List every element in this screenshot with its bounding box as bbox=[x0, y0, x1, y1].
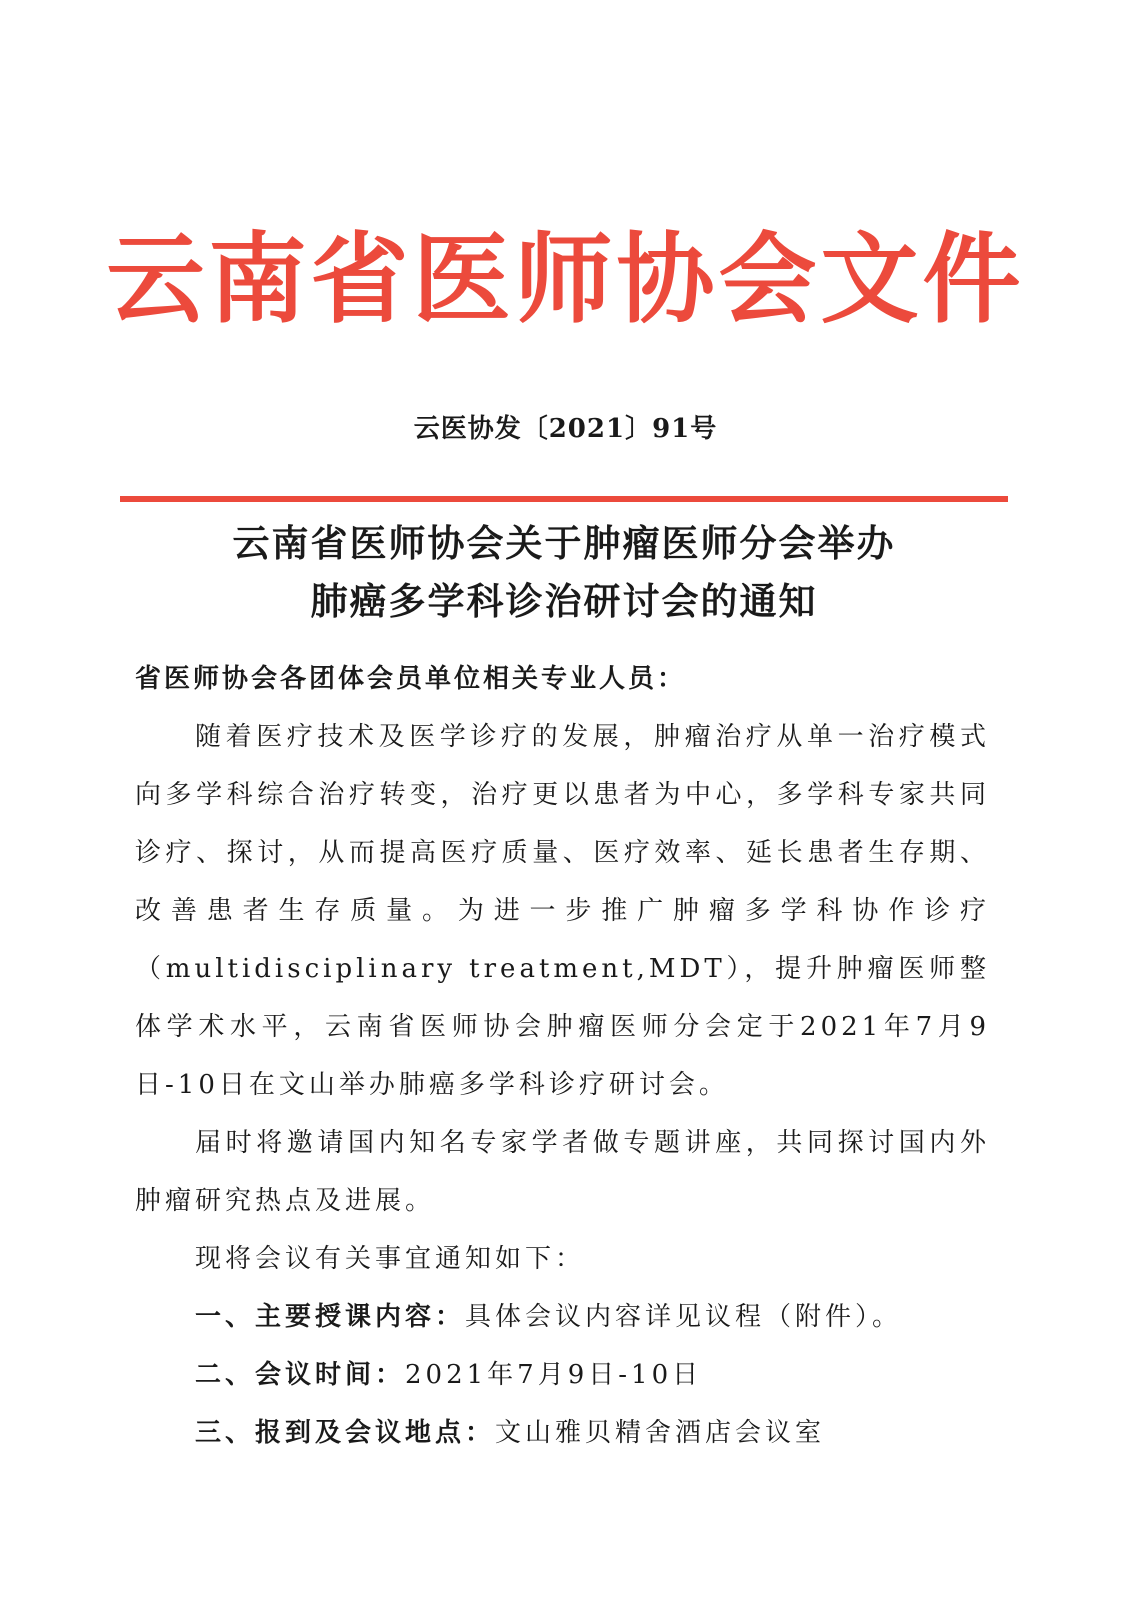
item-text-time: 2021年7月9日-10日 bbox=[405, 1360, 703, 1390]
item-label-content: 一、主要授课内容： bbox=[195, 1302, 466, 1332]
list-item bbox=[135, 1346, 990, 1404]
paragraph-background: 随着医疗技术及医学诊疗的发展，肿瘤治疗从单一治疗模式向多学科综合治疗转变，治疗更以患者为中心，多学科专家共同诊疗、探讨，从而提高医疗质量、医疗效率、延长患者生存期、改善患者生存质量。为进一步推广肿瘤多学科协作诊疗（multidisciplinary treatment,MDT），提升肿瘤医师整体学术水平，云南省医师协会肿瘤医师分会定于2021年7月9日-10日在文山举办肺癌多学科诊疗研讨会。 bbox=[135, 722, 990, 1100]
notice-body bbox=[135, 650, 990, 1462]
list-item bbox=[135, 1404, 990, 1462]
masthead-title: 云南省医师协会文件 bbox=[106, 223, 1025, 337]
item-text-location: 文山雅贝精舍酒店会议室 bbox=[495, 1418, 826, 1448]
paragraph-intro-items: 现将会议有关事宜通知如下： bbox=[195, 1244, 586, 1274]
salutation: 省医师协会各团体会员单位相关专业人员： bbox=[135, 664, 687, 694]
item-label-time: 二、会议时间： bbox=[195, 1360, 406, 1390]
red-divider bbox=[120, 496, 1008, 502]
item-text-content: 具体会议内容详见议程（附件）。 bbox=[465, 1302, 903, 1332]
list-item bbox=[135, 1288, 990, 1346]
notice-title-line-2: 肺癌多学科诊治研讨会的通知 bbox=[310, 580, 818, 623]
item-label-location: 三、报到及会议地点： bbox=[195, 1418, 496, 1448]
document-number: 云医协发〔2021〕91号 bbox=[413, 414, 718, 444]
notice-title bbox=[120, 515, 1008, 631]
notice-title-line-1: 云南省医师协会关于肿瘤医师分会举办 bbox=[232, 522, 896, 565]
paragraph-experts: 届时将邀请国内知名专家学者做专题讲座，共同探讨国内外肿瘤研究热点及进展。 bbox=[135, 1128, 990, 1216]
